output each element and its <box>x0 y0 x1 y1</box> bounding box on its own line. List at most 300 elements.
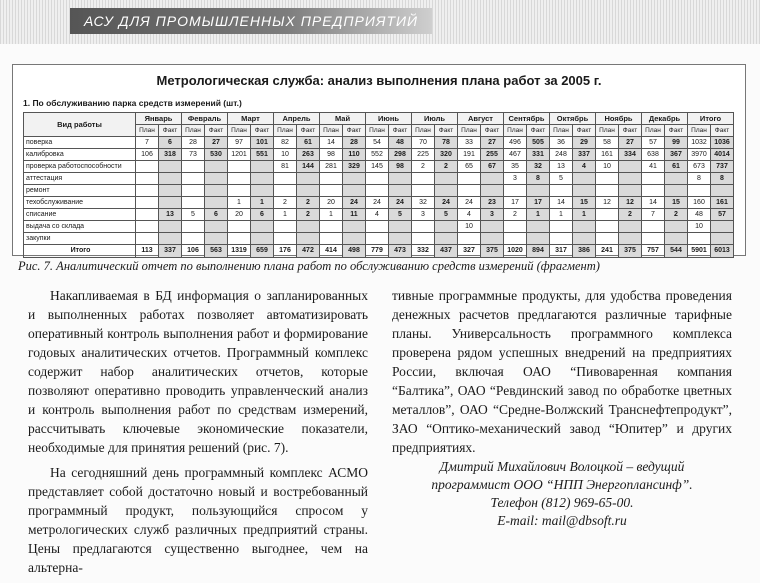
work-type-cell: закупки <box>24 233 136 245</box>
plan-cell <box>366 221 389 233</box>
plan-cell: 70 <box>412 137 435 149</box>
fact-cell: 2 <box>297 209 320 221</box>
plan-cell: 106 <box>136 149 159 161</box>
fact-cell <box>205 197 228 209</box>
fact-cell: 6013 <box>711 245 734 258</box>
month-header: Март <box>228 113 274 125</box>
plan-cell: 638 <box>642 149 665 161</box>
fact-cell: 67 <box>481 161 504 173</box>
figure-caption: Рис. 7. Аналитический отчет по выполнению плана работ по обслуживанию средств измерений (фрагмент) <box>18 259 600 273</box>
plan-header: План <box>550 125 573 137</box>
fact-cell: 320 <box>435 149 458 161</box>
plan-cell: 673 <box>688 161 711 173</box>
plan-cell: 225 <box>412 149 435 161</box>
plan-cell: 12 <box>596 197 619 209</box>
plan-cell: 113 <box>136 245 159 258</box>
fact-cell: 544 <box>665 245 688 258</box>
plan-cell: 3970 <box>688 149 711 161</box>
fact-cell: 2 <box>297 197 320 209</box>
plan-header: План <box>228 125 251 137</box>
plan-cell <box>320 173 343 185</box>
fact-cell: 375 <box>619 245 642 258</box>
plan-header: План <box>596 125 619 137</box>
plan-cell: 13 <box>550 161 573 173</box>
author-signature <box>392 458 732 530</box>
fact-cell: 505 <box>527 137 550 149</box>
plan-cell: 4 <box>458 209 481 221</box>
plan-cell <box>596 173 619 185</box>
table-row <box>24 173 734 185</box>
fact-cell <box>297 233 320 245</box>
fact-cell <box>435 221 458 233</box>
fact-cell <box>435 233 458 245</box>
article-column-left <box>28 286 368 583</box>
fact-header: Факт <box>711 125 734 137</box>
fact-cell: 12 <box>619 197 642 209</box>
plan-cell: 145 <box>366 161 389 173</box>
plan-cell: 332 <box>412 245 435 258</box>
fact-cell <box>159 185 182 197</box>
plan-cell: 241 <box>596 245 619 258</box>
plan-cell <box>596 185 619 197</box>
fact-cell: 24 <box>389 197 412 209</box>
fact-cell <box>619 185 642 197</box>
fact-cell <box>481 185 504 197</box>
report-title: Метрологическая служба: анализ выполнения плана работ за 2005 г. <box>156 73 602 88</box>
fact-cell: 32 <box>527 161 550 173</box>
fact-cell: 437 <box>435 245 458 258</box>
plan-cell: 81 <box>274 161 297 173</box>
plan-cell <box>688 185 711 197</box>
plan-cell <box>412 233 435 245</box>
plan-cell: 160 <box>688 197 711 209</box>
fact-cell: 4 <box>573 161 596 173</box>
work-type-cell: техобслуживание <box>24 197 136 209</box>
plan-cell <box>642 185 665 197</box>
fact-cell: 8 <box>711 173 734 185</box>
plan-cell: 1201 <box>228 149 251 161</box>
fact-cell <box>205 161 228 173</box>
fact-cell: 2 <box>435 161 458 173</box>
plan-cell <box>274 233 297 245</box>
plan-cell: 1 <box>274 209 297 221</box>
plan-cell <box>458 185 481 197</box>
plan-cell <box>366 233 389 245</box>
section-title: 1. По обслуживанию парка средств измерений (шт.) <box>23 98 242 108</box>
plan-cell: 24 <box>366 197 389 209</box>
fact-cell: 23 <box>481 197 504 209</box>
plan-cell: 5 <box>182 209 205 221</box>
plan-cell <box>274 173 297 185</box>
fact-cell <box>297 185 320 197</box>
plan-cell: 496 <box>504 137 527 149</box>
fact-cell <box>711 233 734 245</box>
header-title: АСУ ДЛЯ ПРОМЫШЛЕННЫХ ПРЕДПРИЯТИЙ <box>70 8 432 34</box>
table-row <box>24 233 734 245</box>
fact-cell: 98 <box>389 161 412 173</box>
plan-cell: 35 <box>504 161 527 173</box>
plan-cell: 106 <box>182 245 205 258</box>
fact-header: Факт <box>389 125 412 137</box>
plan-cell <box>136 173 159 185</box>
fact-cell: 329 <box>343 161 366 173</box>
fact-header: Факт <box>159 125 182 137</box>
fact-cell: 2 <box>619 209 642 221</box>
plan-cell: 4 <box>366 209 389 221</box>
paragraph: тивные программные продукты, для удобства проведения денежных расчетов предлагаются различные тарифные планы. Универсальность программного комплекса проверена рядом успешных внедрений на предприятиях России, включая ОАО “Пивоваренная компания “Балтика”, ОАО “Ревдинский завод по обработке цветных металлов”, ОАО “Средне-Волжский Транснефтепродукт”, ЗАО “Оптико-механический завод “Юпитер” и других предприятиях. <box>392 288 732 455</box>
fact-cell <box>343 173 366 185</box>
month-header: Январь <box>136 113 182 125</box>
fact-header: Факт <box>481 125 504 137</box>
fact-cell: 8 <box>527 173 550 185</box>
fact-cell: 473 <box>389 245 412 258</box>
fact-cell <box>343 233 366 245</box>
plan-cell: 7 <box>136 137 159 149</box>
plan-cell <box>182 161 205 173</box>
fact-header: Факт <box>665 125 688 137</box>
plan-cell <box>228 161 251 173</box>
work-type-cell: поверка <box>24 137 136 149</box>
plan-cell: 10 <box>596 161 619 173</box>
plan-cell: 17 <box>504 197 527 209</box>
plan-cell <box>182 197 205 209</box>
plan-cell: 2 <box>412 161 435 173</box>
fact-cell: 375 <box>481 245 504 258</box>
fact-cell: 472 <box>297 245 320 258</box>
fact-cell <box>251 221 274 233</box>
plan-cell: 1032 <box>688 137 711 149</box>
fact-cell <box>435 185 458 197</box>
plan-cell: 20 <box>320 197 343 209</box>
fact-cell <box>251 233 274 245</box>
plan-cell <box>366 173 389 185</box>
fact-cell <box>159 173 182 185</box>
plan-cell <box>458 173 481 185</box>
plan-cell <box>228 185 251 197</box>
plan-cell: 32 <box>412 197 435 209</box>
table-row <box>24 209 734 221</box>
plan-cell <box>228 221 251 233</box>
fact-cell: 263 <box>297 149 320 161</box>
plan-cell: 552 <box>366 149 389 161</box>
fact-cell <box>435 173 458 185</box>
fact-cell <box>573 185 596 197</box>
fact-cell: 61 <box>297 137 320 149</box>
plan-header: План <box>366 125 389 137</box>
work-type-cell: ремонт <box>24 185 136 197</box>
plan-cell: 41 <box>642 161 665 173</box>
plan-cell <box>320 221 343 233</box>
fact-cell <box>297 173 320 185</box>
plan-cell: 7 <box>642 209 665 221</box>
fact-cell <box>665 221 688 233</box>
fact-header: Факт <box>435 125 458 137</box>
fact-cell <box>205 233 228 245</box>
plan-cell <box>412 173 435 185</box>
plan-cell <box>550 221 573 233</box>
fact-cell <box>527 185 550 197</box>
fact-cell: 894 <box>527 245 550 258</box>
fact-cell: 337 <box>159 245 182 258</box>
plan-cell: 14 <box>550 197 573 209</box>
month-header: Апрель <box>274 113 320 125</box>
fact-cell <box>343 221 366 233</box>
plan-cell <box>550 233 573 245</box>
fact-cell <box>573 173 596 185</box>
fact-cell: 337 <box>573 149 596 161</box>
fact-cell: 6 <box>205 209 228 221</box>
plan-cell: 73 <box>182 149 205 161</box>
work-header: Вид работы <box>24 113 136 137</box>
plan-cell: 10 <box>458 221 481 233</box>
fact-cell: 57 <box>711 209 734 221</box>
table-row <box>24 197 734 209</box>
plan-cell <box>366 185 389 197</box>
fact-cell <box>573 221 596 233</box>
plan-cell <box>136 209 159 221</box>
plan-cell <box>596 209 619 221</box>
plan-cell: 3 <box>412 209 435 221</box>
plan-cell <box>182 173 205 185</box>
fact-cell: 13 <box>159 209 182 221</box>
plan-cell <box>642 173 665 185</box>
fact-header: Факт <box>527 125 550 137</box>
fact-cell <box>573 233 596 245</box>
fact-cell <box>665 233 688 245</box>
plan-header: План <box>688 125 711 137</box>
fact-cell <box>159 221 182 233</box>
fact-cell: 659 <box>251 245 274 258</box>
plan-header: План <box>642 125 665 137</box>
month-header: Июль <box>412 113 458 125</box>
plan-cell <box>504 221 527 233</box>
fact-cell <box>389 173 412 185</box>
month-header: Февраль <box>182 113 228 125</box>
month-header: Август <box>458 113 504 125</box>
fact-cell <box>389 233 412 245</box>
fact-cell: 161 <box>711 197 734 209</box>
plan-cell: 20 <box>228 209 251 221</box>
plan-cell: 97 <box>228 137 251 149</box>
fact-cell <box>251 185 274 197</box>
fact-cell: 1036 <box>711 137 734 149</box>
fact-cell <box>297 221 320 233</box>
fact-cell <box>159 161 182 173</box>
plan-header: План <box>274 125 297 137</box>
fact-cell: 48 <box>389 137 412 149</box>
fact-cell: 4014 <box>711 149 734 161</box>
plan-cell: 33 <box>458 137 481 149</box>
plan-cell: 36 <box>550 137 573 149</box>
fact-cell: 101 <box>251 137 274 149</box>
fact-cell: 551 <box>251 149 274 161</box>
plan-cell: 28 <box>182 137 205 149</box>
plan-cell: 414 <box>320 245 343 258</box>
plan-cell <box>596 233 619 245</box>
fact-cell <box>343 185 366 197</box>
table-row <box>24 185 734 197</box>
plan-cell: 757 <box>642 245 665 258</box>
plan-cell: 779 <box>366 245 389 258</box>
plan-cell <box>182 185 205 197</box>
fact-header: Факт <box>619 125 642 137</box>
plan-cell: 58 <box>596 137 619 149</box>
plan-cell <box>136 185 159 197</box>
plan-cell <box>320 185 343 197</box>
plan-cell: 82 <box>274 137 297 149</box>
plan-cell: 191 <box>458 149 481 161</box>
work-type-cell: выдача со склада <box>24 221 136 233</box>
fact-cell <box>711 185 734 197</box>
table-row <box>24 149 734 161</box>
fact-cell: 563 <box>205 245 228 258</box>
fact-cell: 27 <box>205 137 228 149</box>
plan-cell <box>550 185 573 197</box>
plan-cell: 1319 <box>228 245 251 258</box>
plan-cell: 327 <box>458 245 481 258</box>
plan-cell: 57 <box>642 137 665 149</box>
fact-header: Факт <box>573 125 596 137</box>
fact-cell <box>159 233 182 245</box>
metrology-table <box>23 112 734 258</box>
plan-cell: 14 <box>320 137 343 149</box>
fact-cell: 110 <box>343 149 366 161</box>
fact-cell: 737 <box>711 161 734 173</box>
plan-cell <box>228 233 251 245</box>
plan-cell <box>504 185 527 197</box>
fact-cell: 498 <box>343 245 366 258</box>
plan-cell <box>182 221 205 233</box>
fact-cell: 3 <box>481 209 504 221</box>
fact-cell: 99 <box>665 137 688 149</box>
signature-line: Дмитрий Михайлович Волоцкой – ведущий <box>439 459 685 474</box>
fact-cell <box>205 221 228 233</box>
fact-cell: 334 <box>619 149 642 161</box>
plan-cell: 48 <box>688 209 711 221</box>
fact-cell: 5 <box>389 209 412 221</box>
month-header: Декабрь <box>642 113 688 125</box>
month-header: Сентябрь <box>504 113 550 125</box>
signature-line: программист ООО “НПП Энергоплансинф”. <box>431 477 693 492</box>
plan-cell: 1 <box>320 209 343 221</box>
fact-cell: 5 <box>435 209 458 221</box>
fact-cell: 331 <box>527 149 550 161</box>
plan-cell <box>458 233 481 245</box>
fact-cell: 2 <box>665 209 688 221</box>
fact-cell: 255 <box>481 149 504 161</box>
fact-cell <box>481 173 504 185</box>
fact-cell: 6 <box>251 209 274 221</box>
header-band <box>0 0 760 44</box>
work-type-cell: проверка работоспособности <box>24 161 136 173</box>
signature-line: E-mail: mail@dbsoft.ru <box>497 513 627 528</box>
fact-cell <box>251 173 274 185</box>
fact-cell <box>665 185 688 197</box>
fact-header: Факт <box>205 125 228 137</box>
fact-cell: 318 <box>159 149 182 161</box>
fact-cell <box>619 173 642 185</box>
plan-cell <box>228 173 251 185</box>
fact-cell <box>389 185 412 197</box>
plan-cell: 467 <box>504 149 527 161</box>
fact-cell: 1 <box>527 209 550 221</box>
plan-cell <box>412 185 435 197</box>
plan-header: План <box>182 125 205 137</box>
fact-cell <box>159 197 182 209</box>
fact-cell: 15 <box>573 197 596 209</box>
plan-cell <box>320 233 343 245</box>
month-header: Ноябрь <box>596 113 642 125</box>
table-row <box>24 161 734 173</box>
table-row <box>24 221 734 233</box>
plan-cell: 248 <box>550 149 573 161</box>
month-header: Итого <box>688 113 734 125</box>
fact-cell <box>205 173 228 185</box>
fact-cell <box>619 233 642 245</box>
fact-cell <box>205 185 228 197</box>
plan-cell: 1 <box>550 209 573 221</box>
fact-cell <box>527 233 550 245</box>
month-header: Май <box>320 113 366 125</box>
plan-cell: 98 <box>320 149 343 161</box>
fact-cell <box>527 221 550 233</box>
fact-cell <box>481 221 504 233</box>
table-row <box>24 137 734 149</box>
fact-cell: 24 <box>343 197 366 209</box>
month-header: Октябрь <box>550 113 596 125</box>
plan-cell: 10 <box>688 221 711 233</box>
plan-cell: 1020 <box>504 245 527 258</box>
work-type-cell: аттестация <box>24 173 136 185</box>
plan-header: План <box>412 125 435 137</box>
fact-cell: 367 <box>665 149 688 161</box>
fact-cell: 28 <box>343 137 366 149</box>
plan-cell <box>136 221 159 233</box>
fact-cell: 6 <box>159 137 182 149</box>
fact-cell <box>481 233 504 245</box>
plan-cell: 2 <box>274 197 297 209</box>
fact-cell: 144 <box>297 161 320 173</box>
plan-cell <box>182 233 205 245</box>
plan-cell: 3 <box>504 173 527 185</box>
fact-cell: 386 <box>573 245 596 258</box>
fact-cell: 11 <box>343 209 366 221</box>
fact-cell: 27 <box>481 137 504 149</box>
plan-cell <box>136 161 159 173</box>
plan-cell: 5901 <box>688 245 711 258</box>
plan-cell <box>412 221 435 233</box>
plan-cell: 8 <box>688 173 711 185</box>
plan-cell: 14 <box>642 197 665 209</box>
plan-header: План <box>136 125 159 137</box>
month-header: Июнь <box>366 113 412 125</box>
fact-cell <box>389 221 412 233</box>
work-type-cell: калибровка <box>24 149 136 161</box>
fact-cell: 24 <box>435 197 458 209</box>
plan-header: План <box>320 125 343 137</box>
plan-cell: 24 <box>458 197 481 209</box>
plan-cell: 5 <box>550 173 573 185</box>
fact-cell: 17 <box>527 197 550 209</box>
plan-cell: 161 <box>596 149 619 161</box>
plan-cell <box>596 221 619 233</box>
plan-cell <box>642 233 665 245</box>
work-type-cell: списание <box>24 209 136 221</box>
fact-cell <box>619 221 642 233</box>
plan-cell <box>504 233 527 245</box>
work-type-cell: Итого <box>24 245 136 258</box>
fact-cell <box>619 161 642 173</box>
